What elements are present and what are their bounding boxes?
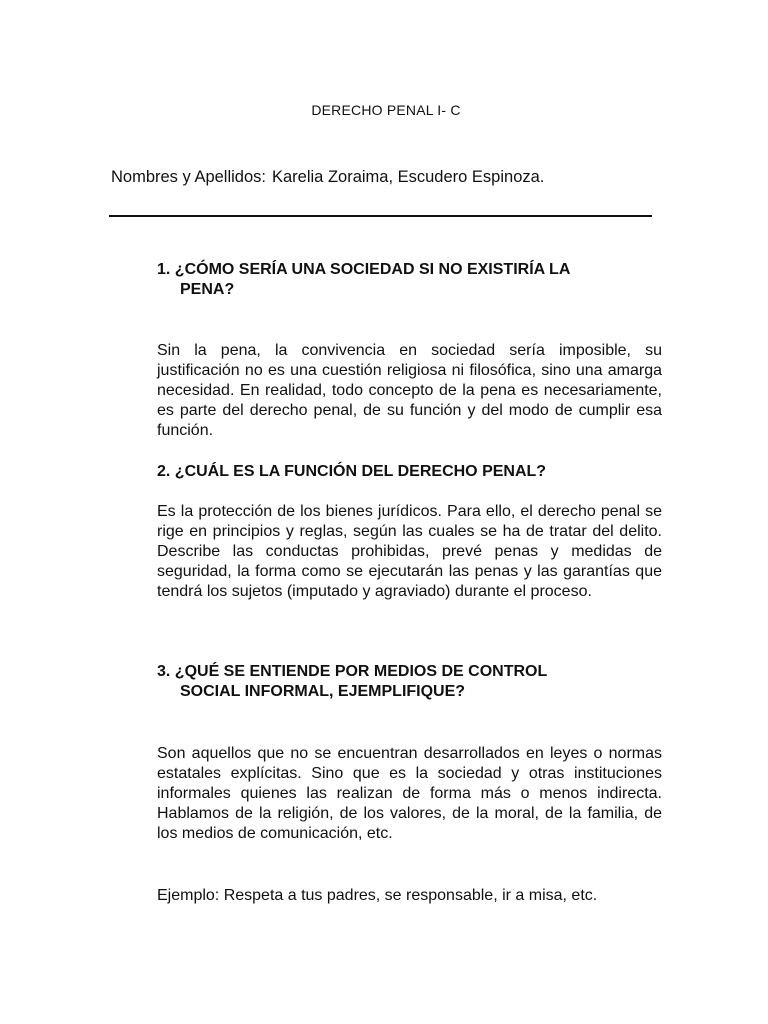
names-line bbox=[111, 168, 544, 187]
question-3-line-1: 3. ¿QUÉ SE ENTIENDE POR MEDIOS DE CONTROL bbox=[157, 663, 548, 680]
names-label: Nombres y Apellidos: bbox=[111, 168, 266, 186]
question-1 bbox=[157, 260, 647, 300]
question-2-line-1: 2. ¿CUÁL ES LA FUNCIÓN DEL DERECHO PENAL? bbox=[157, 463, 547, 480]
answer-3: Son aquellos que no se encuentran desarrollados en leyes o normas estatales explícitas. Sino que es la sociedad y otras instituciones informales quienes las realizan de forma más o menos indirecta. Hablamos de la religión, de los valores, de la moral, de la familia, de los medios de comunicación, etc. bbox=[157, 745, 662, 842]
question-1-line-2: PENA? bbox=[180, 281, 235, 298]
answer-2: Es la protección de los bienes jurídicos. Para ello, el derecho penal se rige en principios y reglas, según las cuales se ha de tratar del delito. Describe las conductas prohibidas, prevé penas y medidas de seguridad, la forma como se ejecutarán las penas y las garantías que tendrá los sujetos (imputado y agraviado) durante el proceso. bbox=[157, 503, 662, 600]
separator-line bbox=[109, 215, 652, 217]
document-title: DERECHO PENAL I- C bbox=[311, 102, 461, 118]
names-value: Karelia Zoraima, Escudero Espinoza. bbox=[272, 168, 545, 186]
question-1-line-1: 1. ¿CÓMO SERÍA UNA SOCIEDAD SI NO EXISTIRÍA LA bbox=[157, 261, 571, 278]
question-3 bbox=[157, 662, 647, 702]
question-2 bbox=[157, 462, 647, 482]
question-3-line-2: SOCIAL INFORMAL, EJEMPLIFIQUE? bbox=[180, 683, 466, 700]
example-text: Ejemplo: Respeta a tus padres, se responsable, ir a misa, etc. bbox=[157, 887, 598, 904]
answer-1: Sin la pena, la convivencia en sociedad sería imposible, su justificación no es una cuestión religiosa ni filosófica, sino una amarga necesidad. En realidad, todo concepto de la pena es necesariamente, es parte del derecho penal, de su función y del modo de cumplir esa función. bbox=[157, 342, 662, 439]
